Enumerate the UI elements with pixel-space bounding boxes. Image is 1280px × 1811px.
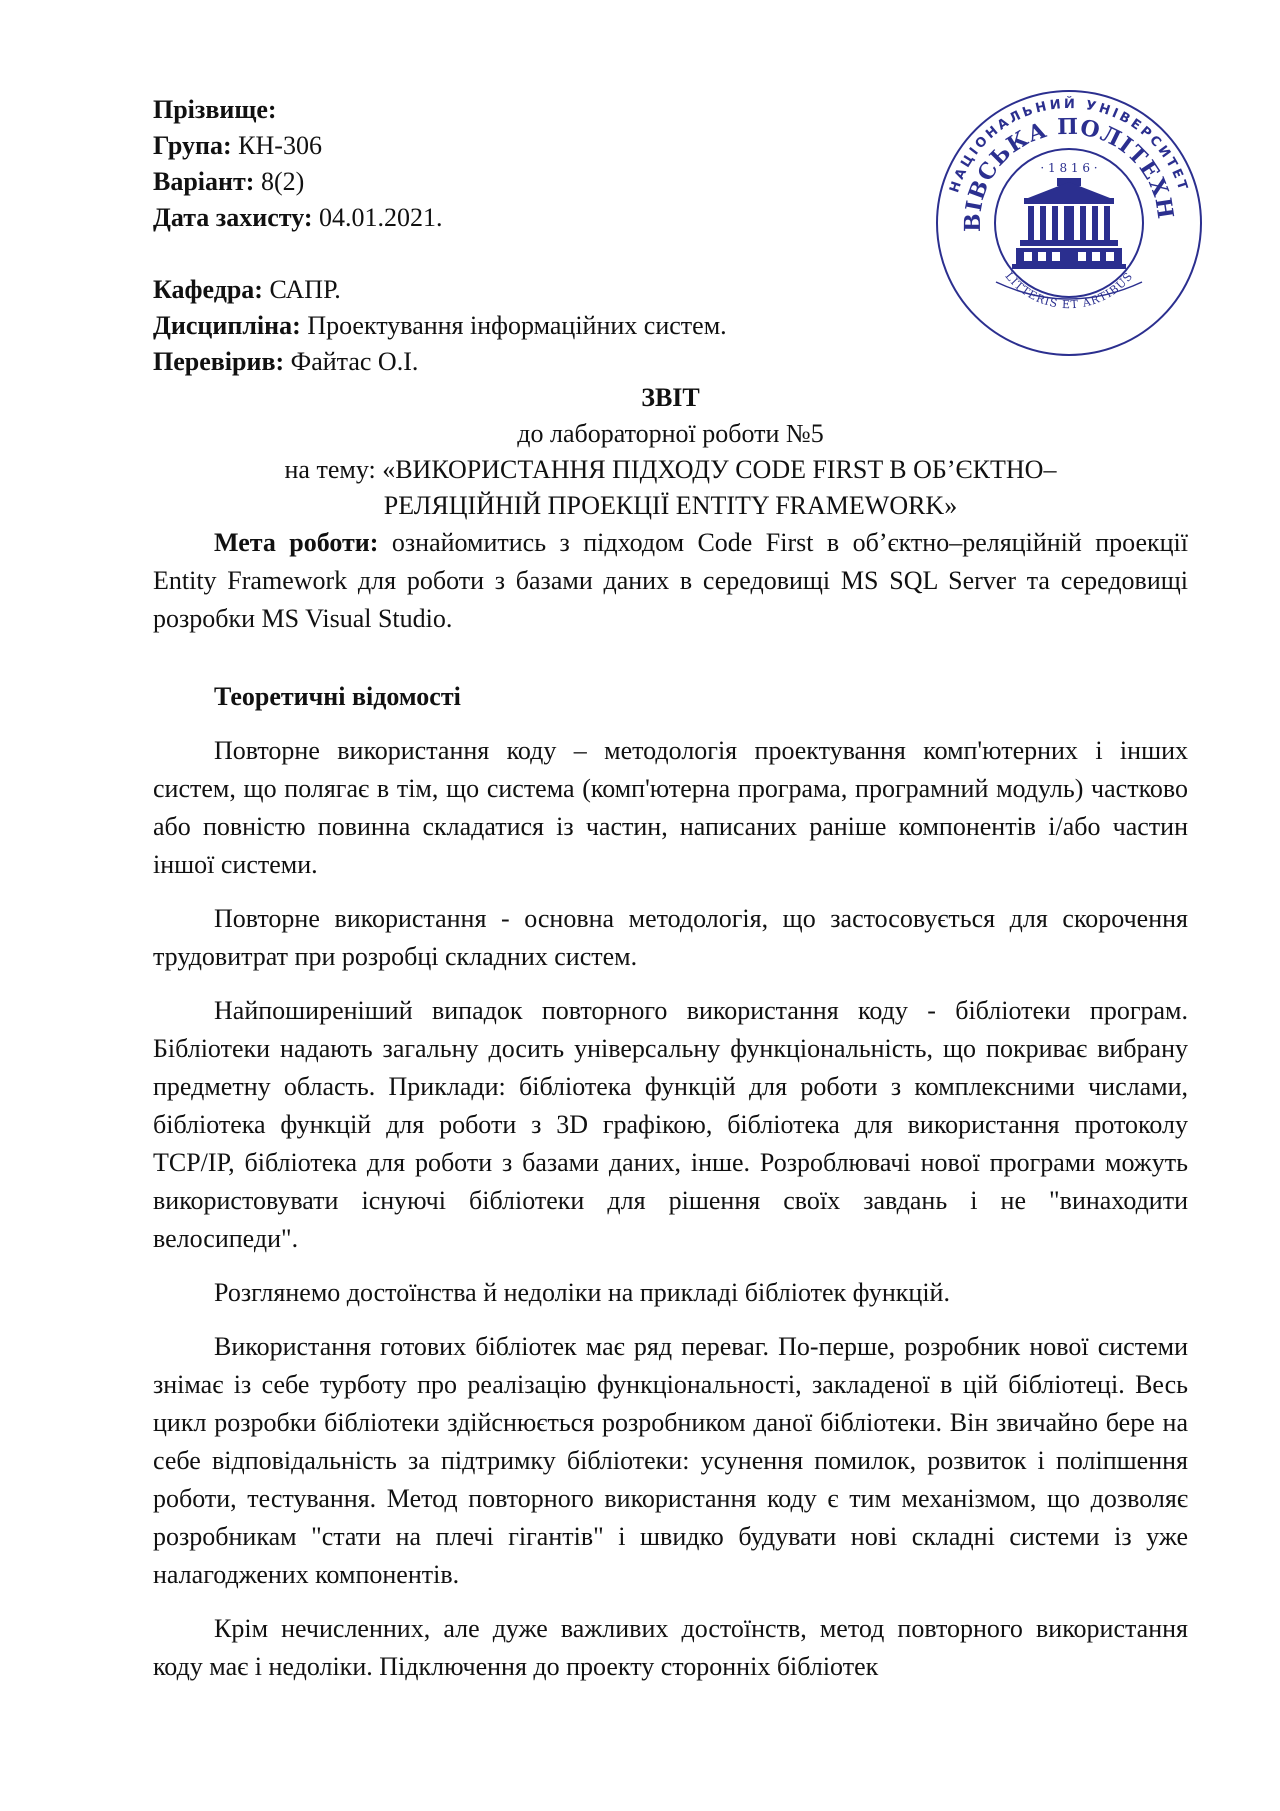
- report-title: ЗВІТ: [641, 383, 700, 412]
- defense-date-value: 04.01.2021.: [312, 203, 443, 232]
- defense-date-label: Дата захисту:: [153, 203, 313, 232]
- discipline-value: Проектування інформаційних систем.: [300, 311, 727, 340]
- theory-heading: Теоретичні відомості: [214, 682, 461, 711]
- group-line: [153, 128, 1188, 164]
- defense-date-line: [153, 200, 1188, 236]
- theory-paragraph-4: Розглянемо достоїнства й недоліки на прикладі бібліотек функцій.: [214, 1278, 950, 1307]
- theory-paragraph-5: Використання готових бібліотек має ряд переваг. По-перше, розробник нової системи знімає із себе турботу про реалізацію функціональності, закладеної в цій бібліотеці. Весь цикл розробки бібліотеки здійснюється розробником даної бібліотеки. Він звичайно бере на себе відповідальність за підтримку бібліотеки: усунення помилок, розвиток і поліпшення роботи, тестування. Метод повторного використання коду є тим механізмом, що дозволяє розробникам "стати на плечі гігантів" і швидко будувати нові складні системи із уже налагоджених компонентів.: [153, 1332, 1188, 1589]
- variant-label: Варіант:: [153, 167, 255, 196]
- goal-label: Мета роботи:: [214, 528, 379, 557]
- spacer: [153, 1312, 1188, 1328]
- seal-top-arc: НАЦІОНАЛЬНИЙ УНІВЕРСИТЕТ: [947, 96, 1191, 195]
- document-body: [153, 92, 1191, 1686]
- variant-value: 8(2): [254, 167, 305, 196]
- checked-by-line: [153, 344, 1188, 380]
- spacer: [153, 1258, 1188, 1274]
- report-subtitle: до лабораторної роботи №5: [517, 419, 824, 448]
- seal-year: · 1 8 1 6 ·: [1040, 161, 1098, 175]
- checked-by-value: Файтас О.І.: [284, 347, 419, 376]
- checked-by-label: Перевірив:: [153, 347, 285, 376]
- spacer: [153, 884, 1188, 900]
- discipline-line: [153, 308, 1188, 344]
- report-topic-line-1: на тему: «ВИКОРИСТАННЯ ПІДХОДУ CODE FIRST В ОБ’ЄКТНО–: [284, 455, 1057, 484]
- goal-text: ознайомитись з підходом Code First в об’єктно–реляційній проекції Entity Framework для роботи з базами даних в середовищі MS SQL Server та середовищі розробки MS Visual Studio.: [153, 528, 1188, 633]
- spacer: [153, 976, 1188, 992]
- theory-paragraph-2: Повторне використання - основна методологія, що застосовується для скорочення трудовитрат при розробці складних систем.: [153, 904, 1188, 971]
- department-value: САПР.: [262, 275, 341, 304]
- theory-paragraph-3: Найпоширеніший випадок повторного використання коду - бібліотеки програм. Бібліотеки надають загальну досить універсальну функціональність, що покриває вибрану предметну область. Приклади: бібліотека функцій для роботи з комплексними числами, бібліотека функцій для роботи з 3D графікою, бібліотека для використання протоколу TCP/IP, бібліотека для роботи з базами даних, інше. Розроблювачі нової програми можуть використовувати існуючі бібліотеки для рішення своїх завдань і не "винаходити велосипеди".: [153, 996, 1188, 1253]
- seal-motto: LITTERIS ET ARTIBUS: [1002, 269, 1136, 312]
- goal-paragraph: [153, 524, 1188, 638]
- department-line: [153, 272, 1188, 308]
- surname-label: Прізвище:: [153, 95, 277, 124]
- spacer: [153, 236, 1188, 272]
- theory-paragraph-6: Крім нечисленних, але дуже важливих достоїнств, метод повторного використання коду має і недоліки. Підключення до проекту сторонніх бібліотек: [153, 1614, 1188, 1681]
- theory-paragraph-1: Повторне використання коду – методологія проектування комп'ютерних і інших систем, що полягає в тім, що система (комп'ютерна програма, програмний модуль) частково або повністю повинна складатися із частин, написаних раніше компонентів і/або частин іншої системи.: [153, 736, 1188, 879]
- spacer: [153, 638, 1188, 678]
- spacer: [153, 716, 1188, 732]
- seal-name-arc: ВІВСЬКА ПОЛІТЕХН: [959, 113, 1179, 233]
- surname-line: [153, 92, 1188, 128]
- spacer: [153, 1594, 1188, 1610]
- department-label: Кафедра:: [153, 275, 263, 304]
- group-value: КН-306: [231, 131, 322, 160]
- discipline-label: Дисципліна:: [153, 311, 301, 340]
- report-topic-line-2: РЕЛЯЦІЙНІЙ ПРОЕКЦІЇ ENTITY FRAMEWORK»: [383, 491, 958, 520]
- variant-line: [153, 164, 1188, 200]
- group-label: Група:: [153, 131, 232, 160]
